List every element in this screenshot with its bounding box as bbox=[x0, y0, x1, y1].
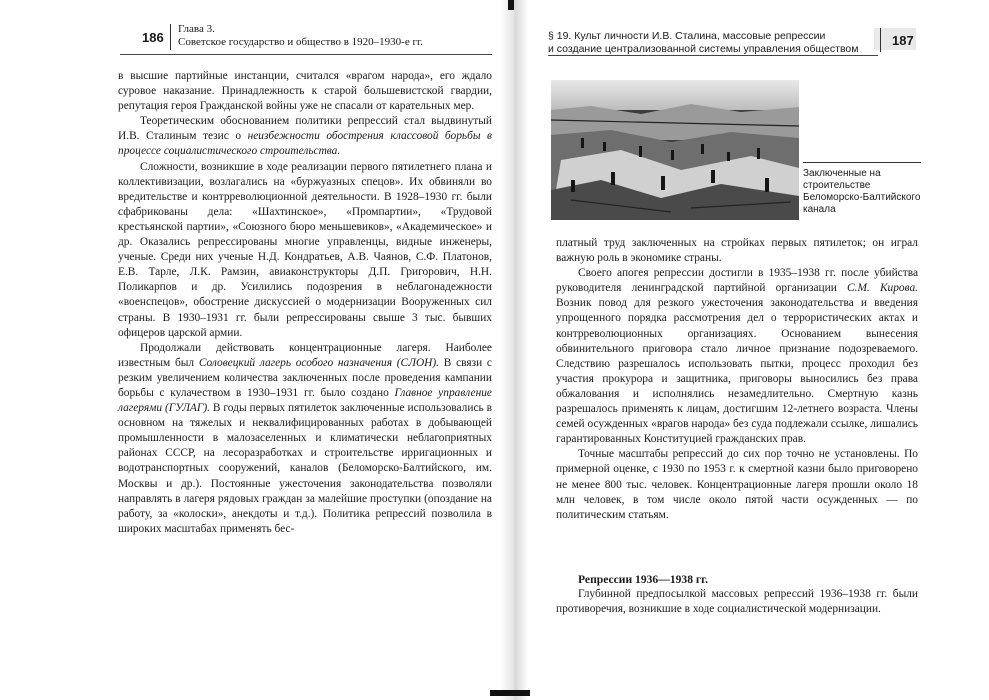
left-running-header bbox=[178, 23, 478, 49]
section-subheading: Репрессии 1936—1938 гг. bbox=[578, 573, 709, 586]
photo-caption: Заключенные на строительстве Беломорско-Балтийского канала bbox=[803, 168, 921, 215]
section-title-line1: § 19. Культ личности И.В. Сталина, массовые репрессии bbox=[548, 30, 826, 42]
chapter-label: Глава 3. bbox=[178, 23, 215, 35]
paragraph-text: В годы первых пятилеток заключенные использовались в основном на тяжелых и неквалифицированных работах в добывающей промышленности в малозаселенных и климатически неблагоприятных районах СССР, на лесоразработках и строительстве ирригационных и водотранспортных сооружений, каналов (Беломорско-Балтийского, им. Москвы и др.). Постоянные ужесточения законодательства позволяли направлять в лагеря рядовых граждан за малейшие проступки (опоздание на работу, за «колоски», анекдоты и т.д.). Политика репрессий позволила в широких масштабах применять бес- bbox=[118, 402, 492, 535]
right-page-number: 187 bbox=[892, 33, 914, 48]
right-header-underline bbox=[548, 55, 878, 56]
paragraph-text: Своего апогея репрессии достигли в 1935–1938 гг. после убийства руководителя ленинградской партийной организации bbox=[556, 267, 918, 295]
paragraph-text: Возник повод для резкого ужесточения законодательства и введения упрощенного порядка рассмотрения дел о террористических актах и контрреволюционных организациях. Основанием вынесения обвинительного приговора стало личное признание подозреваемого. Следствию разрешалось использовать пытки, процесс проходил без участия прокурора и защитника, приговоры выносились без права обжалования и исполнялись незамедлительно. Смертную казнь разрешалось применять к лицам, достигшим 12-летнего возраста. Члены семей осужденных «врагов народа» без суда подлежали ссылке, лишались гарантированных Конституцией гражданских прав. bbox=[556, 297, 918, 446]
chapter-title: Советское государство и общество в 1920–1930-е гг. bbox=[178, 36, 424, 48]
italic-term: неизбежности обострения классовой борьбы в процессе социалистического строительства. bbox=[118, 130, 492, 158]
caption-rule bbox=[803, 162, 921, 163]
italic-term: Соловецкий лагерь особого назначения (СЛОН). bbox=[198, 356, 440, 369]
section-title-line2: и создание централизованной системы управления обществом bbox=[548, 43, 859, 55]
right-running-header bbox=[548, 30, 878, 56]
scan-edge-top bbox=[508, 0, 514, 10]
right-page-section bbox=[556, 572, 918, 617]
paragraph-text: Теоретическим обоснованием политики репрессий стал выдвинутый И.В. Сталиным тезис о bbox=[118, 115, 492, 143]
book-gutter bbox=[500, 0, 528, 700]
paragraph bbox=[118, 114, 492, 159]
labor-camp-photo bbox=[551, 80, 799, 220]
paragraph: Глубинной предпосылкой массовых репрессий 1936–1938 гг. были противоречия, возникшие в ходе социалистической модернизации. bbox=[556, 588, 918, 616]
paragraph-text: Продолжали действовать концентрационные лагеря. Наиболее известным был bbox=[118, 341, 492, 369]
left-header-divider bbox=[170, 24, 171, 50]
italic-term: Главное управление лагерями (ГУЛАГ). bbox=[118, 386, 492, 415]
italic-term: С.М. Кирова. bbox=[847, 282, 918, 295]
scan-edge-bottom bbox=[490, 690, 530, 696]
right-page-body bbox=[556, 236, 918, 523]
left-page-number: 186 bbox=[142, 30, 164, 45]
paragraph: платный труд заключенных на стройках первых пятилеток; он играл важную роль в экономике страны. bbox=[556, 237, 918, 265]
photo-illustration bbox=[551, 80, 799, 220]
left-page-body bbox=[118, 69, 492, 537]
paragraph bbox=[556, 266, 918, 447]
paragraph bbox=[118, 341, 492, 537]
paragraph: Точные масштабы репрессий до сих пор точно не установлены. По примерной оценке, с 1930 по 1953 г. к смертной казни было приговорено не менее 800 тыс. человек. Концентрационные лагеря прошли около 18 млн человек, в том числе около пятой части осужденных — по политическим статьям. bbox=[556, 448, 918, 521]
right-header-divider bbox=[880, 28, 881, 52]
paragraph-text: В связи с резким увеличением количества заключенных после проведения кампании борьбы с кулачеством в 1930–1931 гг. было создано bbox=[118, 356, 492, 399]
paragraph: Сложности, возникшие в ходе реализации первого пятилетнего плана и коллективизации, возлагались на «буржуазных спецов». Их обвиняли во вредительстве и контрреволюционной деятельности. В 1928–1930 гг. были сфабрикованы дела: «Шахтинское», «Промпартии», «Трудовой крестьянской партии», «Союзного бюро меньшевиков», «Академическое» и др. Оказались репрессированы многие управленцы, видные инженеры, ученые. Среди них ученые Н.Д. Кондратьев, А.В. Чаянов, С.Ф. Платонов, Е.В. Тарле, Л.К. Рамзин, авиаконструкторы Д.П. Григорович, Н.Н. Поликарпов и др. Усилились подозрения в неблагонадежности «военспецов», обострение дискуссией о модернизации Вооруженных сил страны. В 1930–1931 гг. были репрессированы свыше 3 тыс. бывших офицеров царской армии. bbox=[118, 160, 492, 339]
paragraph: в высшие партийные инстанции, считался «врагом народа», его ждало суровое наказание. Принадлежность к старой большевистской гвардии, репутация героя Гражданской войны уже не спасали от карательных мер. bbox=[118, 70, 492, 113]
left-header-underline bbox=[120, 54, 492, 55]
